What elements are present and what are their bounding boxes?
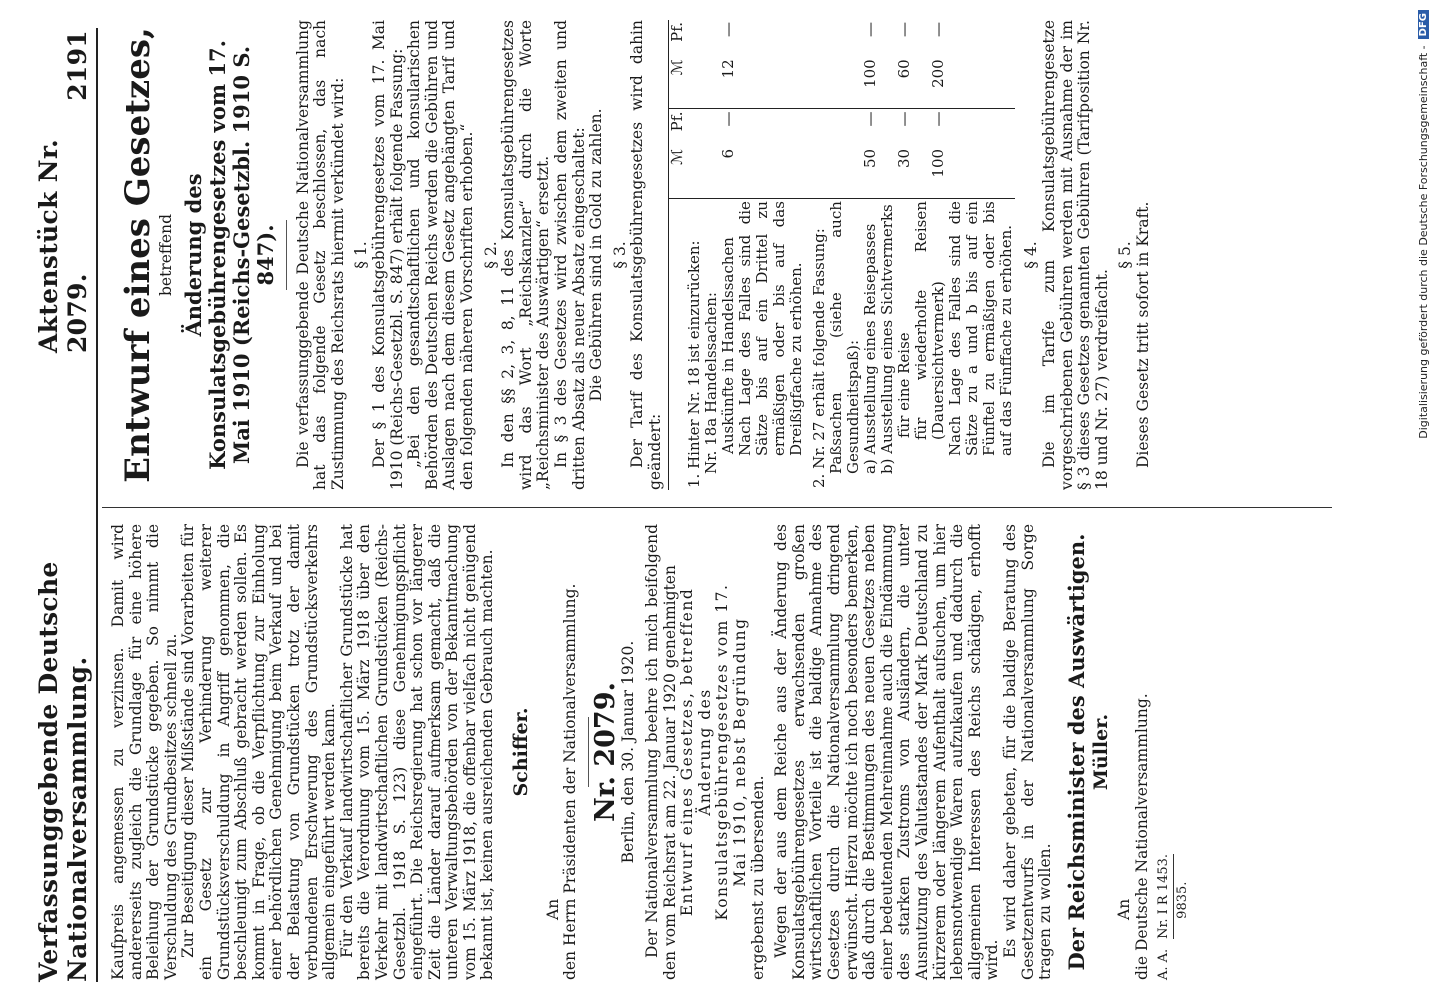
paragraph: Für den Verkauf landwirtschaftlicher Grundstücke hat bereits die Verordnung vom 15. März 1918 über den Verkehr mit landwirtschaftlichen Grundstücken (Reichs-Gesetzbl. 1918 S. 123) diese Genehmigungspflicht eingeführt. Die Reichsregierung hat schon vor längerer Zeit die Länder darauf aufmerksam gemacht, daß die unteren Verwaltungsbehörden von der Bekanntmachung vom 15. März 1918, die offenbar vielfach nicht genügend bekannt ist, keinen ausreichenden Gebrauch machten. <box>337 524 497 980</box>
tariff-item: a) Ausstellung eines Reisepasses <box>861 223 880 474</box>
value-cell: 30 <box>879 147 913 199</box>
separator <box>286 220 287 290</box>
tariff-table <box>668 20 1015 490</box>
table-row <box>737 20 805 490</box>
tariff-item: b) Ausstellung eines Sichtvermerks <box>878 204 897 474</box>
paragraph: Kaufpreis angemessen zu verzinsen. Damit wird andererseits zugleich die Grundlage für eine höhere Beleihung der Grundstücke gegeben. So nimmt die Verschuldung des Grundbesitzes schnell zu. <box>109 524 180 980</box>
body-paragraph: Wegen der aus dem Reiche aus der Änderung des Konsulatsgebührengesetzes erwachsenden großen wirtschaftlichen Vorteile ist die baldige Annahme des Gesetzes durch die Nationalversammlung dringend erwünscht. Hierzu möchte ich noch besonders bemerken, daß durch die Bestimmungen des neuen Gesetzes neben einer bedeutenden Mehreinnahme auch die Eindämmung des starken Zustroms von Ausländern, die unter Ausnutzung des Valutastandes der Mark Deutschland zu kürzerem oder längerem Aufenthalt aufsuchen, um hier lebensnotwendige Waren aufzukaufen und dadurch die allgemeinen Interessen des Reichs schädigen, erhofft wird. <box>772 524 1002 980</box>
address-an: An <box>1115 898 1134 920</box>
section-2-quote: Die Gebühren sind in Gold zu zahlen. <box>587 108 606 402</box>
paragraph: Zur Beseitigung dieser Mißstände sind Vorarbeiten für ein Gesetz zur Verhinderung weiterer Grundstücksverschuldung in Angriff genommen, die beschleunigt zum Abschluß gebracht werden sollen. Es kommt in Frage, ob die Verpflichtung zur Einholung einer behördlichen Genehmigung beim Verkauf und bei der Belastung von Grundstücken trotz der damit verbundenen Erschwerung des Grundstücksverkehrs allgemein eingeführt werden kann. <box>179 524 339 980</box>
left-column <box>110 524 1192 980</box>
address-recipient: die Deutsche Nationalversammlung. <box>1132 693 1151 980</box>
section-1-quote: „Bei den gesandtschaftlichen und konsularischen Behörden des Deutschen Reichs werden die Gebühren und Auslagen nach dem diesem Gesetz angehängten Tarif und den folgenden näheren Vorschriften erhoben.“ <box>405 20 476 490</box>
header-cell: ℳ <box>669 57 687 109</box>
separator <box>588 717 589 787</box>
tariff-item: Auskünfte in Handelssachen <box>719 237 738 454</box>
header-rule <box>96 28 98 982</box>
section-4-heading: § 4. <box>1022 241 1041 269</box>
tariff-note: Nach Lage des Falles sind die Sätze zu a und b bis auf ein Fünftel zu ermäßigen oder bis auf das Fünffache zu erhöhen. <box>946 201 1016 456</box>
tariff-item: Nr. 18a Handelssachen: <box>702 292 721 474</box>
tariff-note: Nach Lage des Falles sind die Sätze bis auf ein Drittel zu ermäßigen oder bis auf das Dreißigfache zu erhöhen. <box>736 201 806 456</box>
section-5-heading: § 5. <box>1116 241 1135 269</box>
value-cell: 60 <box>879 57 913 109</box>
section-4-text: Die im Tarife zum Konsulatsgebührengesetze vorgeschriebenen Gebühren werden mit Ausnahme der im § 3 dieses Gesetzes genannten Gebühren (Tarifposition Nr. 18 und Nr. 27) verdreifacht. <box>1040 20 1111 490</box>
header-cell: Pf. <box>668 22 687 42</box>
value-cell: 200 <box>913 57 947 109</box>
tariff-item: Paßsachen (siehe auch Gesundheitspaß): <box>827 201 863 474</box>
page-header <box>34 30 92 982</box>
tariff-item: 1. Hinter Nr. 18 ist einzurücken: <box>685 240 704 488</box>
document-number: Nr. 2079. <box>589 682 621 822</box>
file-ref-denominator: 9835. <box>1175 881 1191 919</box>
tariff-item: für wiederholte Reisen (Dauersichtvermerk) <box>912 201 948 440</box>
header-cell: ℳ <box>669 147 687 199</box>
funding-note <box>1414 10 1432 990</box>
section-3-text: Der Tarif des Konsulatsgebührengesetzes wird dahin geändert: <box>628 20 664 490</box>
funding-text: Digitalisierung gefördert durch die Deutsche Forschungsgemeinschaft - <box>1416 45 1430 439</box>
preamble: Die verfassunggebende Deutsche Nationalversammlung hat das folgende Gesetz beschlossen, das nach Zustimmung des Reichsrats hiermit verkündet wird: <box>293 20 347 490</box>
signature: Schiffer. <box>510 707 533 797</box>
address-an: An <box>543 898 562 920</box>
table-row <box>947 20 1015 490</box>
body-paragraph: Es wird daher gebeten, für die baldige Beratung des Gesetzentwurfs in der Nationalversammlung Sorge tragen zu wollen. <box>1000 524 1055 980</box>
header-left: Verfassunggebende Deutsche Nationalversammlung. <box>34 561 92 982</box>
value-cell: 12 <box>686 57 737 109</box>
file-reference <box>1155 524 1191 980</box>
file-ref-number: Nr. I R 1453. <box>1155 854 1174 939</box>
right-column <box>110 20 1153 490</box>
section-2-heading: § 2. <box>481 241 500 269</box>
table-row: 2. Nr. 27 erhält folgende Fassung: Paßsachen (siehe auch Gesundheitspaß): a) Ausstellung eines Reisepasses 50 — 100 — <box>805 20 879 490</box>
section-3-heading: § 3. <box>610 241 629 269</box>
table-row: für wiederholte Reisen (Dauersichtvermerk) 100 — 200 — <box>913 20 947 490</box>
rotated-document-page <box>32 0 1362 1000</box>
value-cell: 50 <box>805 147 879 199</box>
table-row: 1. Hinter Nr. 18 ist einzurücken: Nr. 18a Handelssachen: Auskünfte in Handelssachen 6 — 12 — <box>685 22 738 488</box>
value-cell: 6 <box>686 147 737 199</box>
column-divider <box>102 507 1332 508</box>
intro-text: Der Nationalversammlung beehre ich mich beifolgend den vom Reichsrat am 22. Januar 1920 genehmigten <box>643 524 679 980</box>
section-1-heading: § 1. <box>352 241 371 269</box>
intro-end: ergebenst zu übersenden. <box>748 775 767 980</box>
section-1-text: Der § 1 des Konsulatsgebührengesetzes vom 17. Mai 1910 (Reichs-Gesetzbl. S. 847) erhält folgende Fassung: <box>369 20 406 490</box>
table-row: b) Ausstellung eines Sichtvermerks für eine Reise 30 — 60 — <box>879 20 913 490</box>
value-cell: 100 <box>913 147 947 199</box>
section-2-text: In § 3 des Gesetzes wird zwischen dem zweiten und dritten Absatz als neuer Absatz eingeschaltet: <box>551 20 588 490</box>
section-2-text: In den §§ 2, 3, 8, 11 des Konsulatsgebührengesetzes wird das Wort „Reichskanzler“ durch die Worte „Reichsminister des Auswärtigen“ ersetzt. <box>499 20 553 490</box>
dfg-logo: DFG <box>1418 10 1429 39</box>
tariff-header-row <box>669 20 687 490</box>
place-date: Berlin, den 30. Januar 1920. <box>619 640 638 864</box>
sender-title: Der Reichsminister des Auswärtigen. <box>1063 533 1089 971</box>
value-cell: 100 <box>805 57 879 109</box>
header-cell: Pf. <box>668 111 687 132</box>
draft-heading: Entwurf eines Gesetzes, <box>118 27 158 483</box>
file-ref-prefix: A. A. <box>1156 948 1172 980</box>
tariff-item: 2. Nr. 27 erhält folgende Fassung: <box>810 228 829 488</box>
section-5-text: Dieses Gesetz tritt sofort in Kraft. <box>1134 201 1153 468</box>
tariff-item: für eine Reise <box>895 332 914 438</box>
header-middle: Aktenstück Nr. 2079. <box>34 139 92 354</box>
draft-subtitle: Änderung des Konsulatsgebührengesetzes vom 17. Mai 1910 (Reichs-Gesetzbl. 1910 S. 847). <box>180 40 278 470</box>
sender-name: Müller. <box>1089 713 1112 791</box>
betreffend-label: betreffend <box>157 214 175 296</box>
draft-title: Entwurf eines Gesetzes, betreffend Änderung des Konsulatsgebührengesetzes vom 17. Mai 1910, nebst Begründung <box>678 583 749 921</box>
page-number: 2191 <box>63 30 92 101</box>
address-recipient: den Herrn Präsidenten der Nationalversammlung. <box>561 583 580 980</box>
